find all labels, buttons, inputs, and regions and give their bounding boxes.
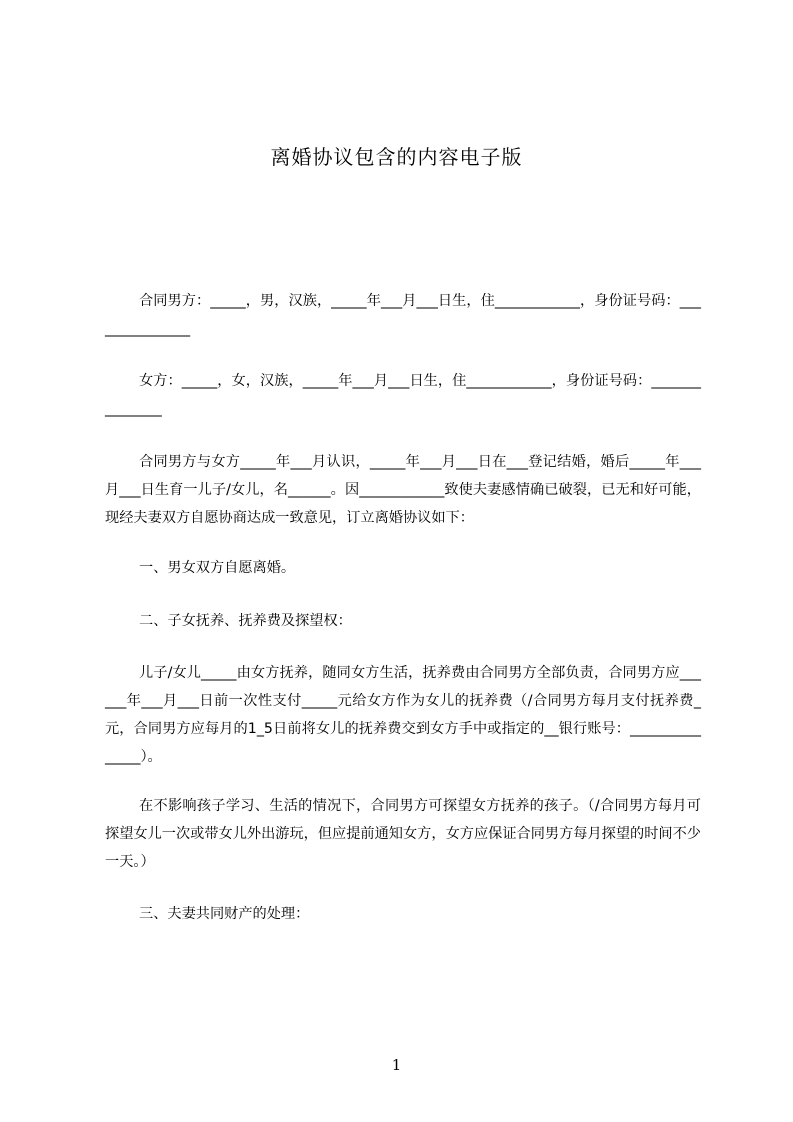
visitation-paragraph: 在不影响孩子学习、生活的情况下，合同男方可探望女方抚养的孩子。（/合同男方每月可探望女儿一次或带女儿外出游玩，但应提前通知女方，女方应保证合同男方每月探望的时间不少一天。） bbox=[105, 798, 701, 870]
document-title: 离婚协议包含的内容电子版 bbox=[270, 145, 523, 169]
male-party-info: 合同男方：_____，男，汉族，_____年___月___日生，住____________，身份证号码：_______________ bbox=[105, 293, 701, 337]
clause-3-heading: 三、夫妻共同财产的处理： bbox=[139, 906, 310, 922]
female-party-info: 女方：_____，女，汉族，_____年___月___日生，住____________，身份证号码：_______________ bbox=[105, 373, 701, 417]
clause-1-heading: 一、男女双方自愿离婚。 bbox=[139, 560, 296, 576]
page-number: 1 bbox=[391, 1056, 402, 1074]
marriage-background: 合同男方与女方_____年___月认识，_____年___月___日在___登记结婚，婚后_____年___月___日生育一儿子/女儿，名______。因____________致使夫妻感情确已破裂，已无和好可能，现经夫妻双方自愿协商达成一致意见，订立离婚协议如下： bbox=[105, 454, 701, 526]
clause-2-heading: 二、子女抚养、抚养费及探望权： bbox=[139, 613, 352, 629]
child-custody-paragraph: 儿子/女儿_____由女方抚养，随同女方生活，抚养费由合同男方全部负责，合同男方应______年___月___日前一次性支付_____元给女方作为女儿的抚养费（/合同男方每月支付抚养费_元，合同男方应每月的1_5日前将女儿的抚养费交到女方手中或指定的__银行账号：_______________）。 bbox=[105, 665, 701, 765]
